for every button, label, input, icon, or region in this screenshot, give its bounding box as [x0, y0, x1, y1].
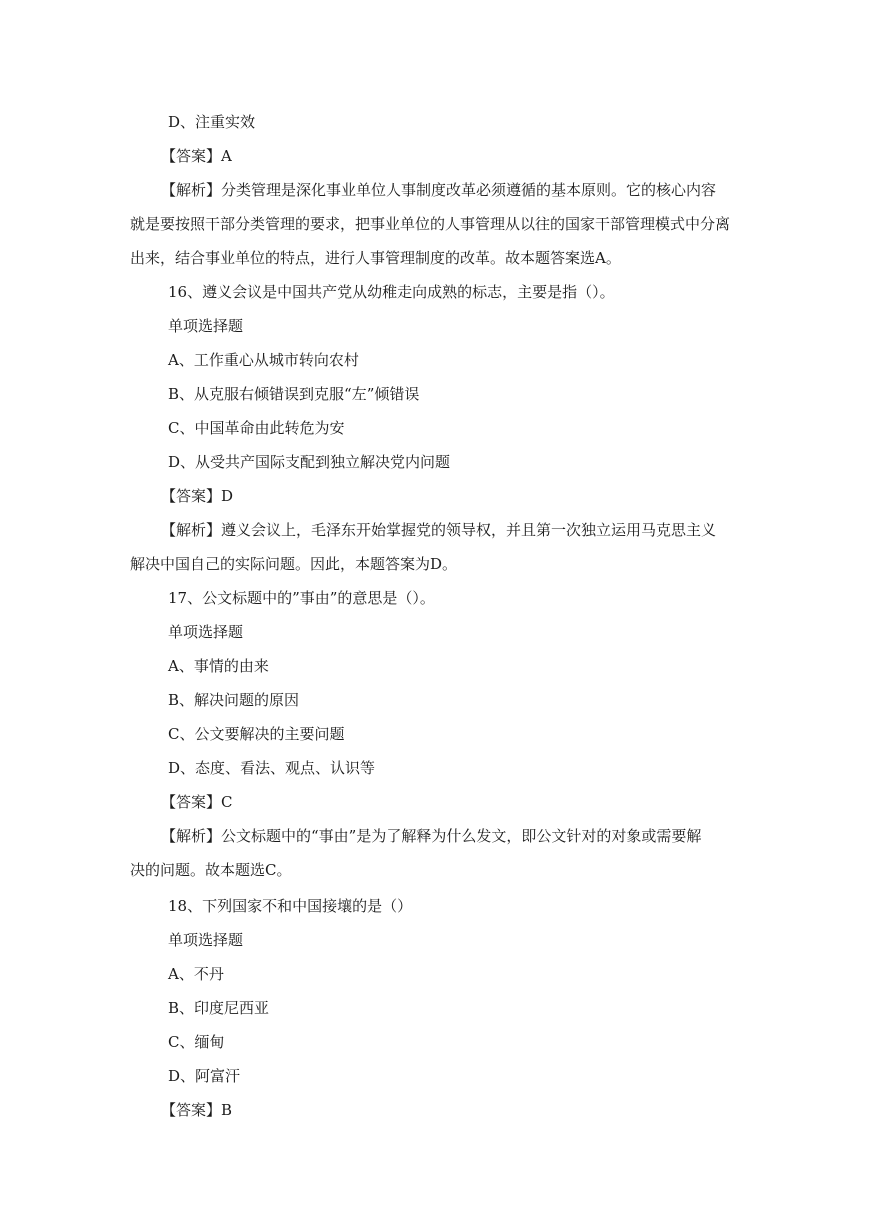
option-d-q17: D、态度、看法、观点、认识等	[168, 759, 376, 777]
option-d-q15: D、注重实效	[168, 113, 256, 131]
explanation-q15-line2: 就是要按照干部分类管理的要求，把事业单位的人事管理从以往的国家干部管理模式中分离	[130, 215, 731, 233]
option-a-q17: A、事情的由来	[168, 657, 269, 675]
option-c-q16: C、中国革命由此转危为安	[168, 419, 345, 437]
option-d-q18: D、阿富汗	[168, 1067, 241, 1085]
option-a-q18: A、不丹	[168, 965, 224, 983]
answer-q16: 【答案】D	[161, 487, 234, 505]
question-16: 16、遵义会议是中国共产党从幼稚走向成熟的标志，主要是指（）。	[168, 283, 615, 301]
explanation-q17-line1: 【解析】公文标题中的“事由”是为了解释为什么发文，即公文针对的对象或需要解	[161, 827, 702, 845]
answer-q17: 【答案】C	[161, 793, 233, 811]
question-18: 18、下列国家不和中国接壤的是（）	[168, 897, 413, 915]
answer-q15: 【答案】A	[161, 147, 232, 165]
option-a-q16: A、工作重心从城市转向农村	[168, 351, 359, 369]
explanation-q15-line1: 【解析】分类管理是深化事业单位人事制度改革必须遵循的基本原则。它的核心内容	[161, 181, 717, 199]
option-b-q17: B、解决问题的原因	[168, 691, 300, 709]
explanation-q15-line3: 出来，结合事业单位的特点，进行人事管理制度的改革。故本题答案选A。	[130, 249, 621, 267]
question-type-q18: 单项选择题	[168, 931, 244, 949]
option-b-q18: B、印度尼西亚	[168, 999, 270, 1017]
option-c-q17: C、公文要解决的主要问题	[168, 725, 345, 743]
question-type-q16: 单项选择题	[168, 317, 244, 335]
option-c-q18: C、缅甸	[168, 1033, 225, 1051]
question-17: 17、公文标题中的”事由”的意思是（）。	[168, 589, 435, 607]
option-d-q16: D、从受共产国际支配到独立解决党内问题	[168, 453, 451, 471]
option-b-q16: B、从克服右倾错误到克服“左”倾错误	[168, 385, 420, 403]
answer-q18: 【答案】B	[161, 1101, 233, 1119]
question-type-q17: 单项选择题	[168, 623, 244, 641]
explanation-q16-line1: 【解析】遵义会议上，毛泽东开始掌握党的领导权，并且第一次独立运用马克思主义	[161, 521, 717, 539]
explanation-q16-line2: 解决中国自己的实际问题。因此，本题答案为D。	[130, 555, 458, 573]
explanation-q17-line2: 决的问题。故本题选C。	[130, 861, 292, 879]
